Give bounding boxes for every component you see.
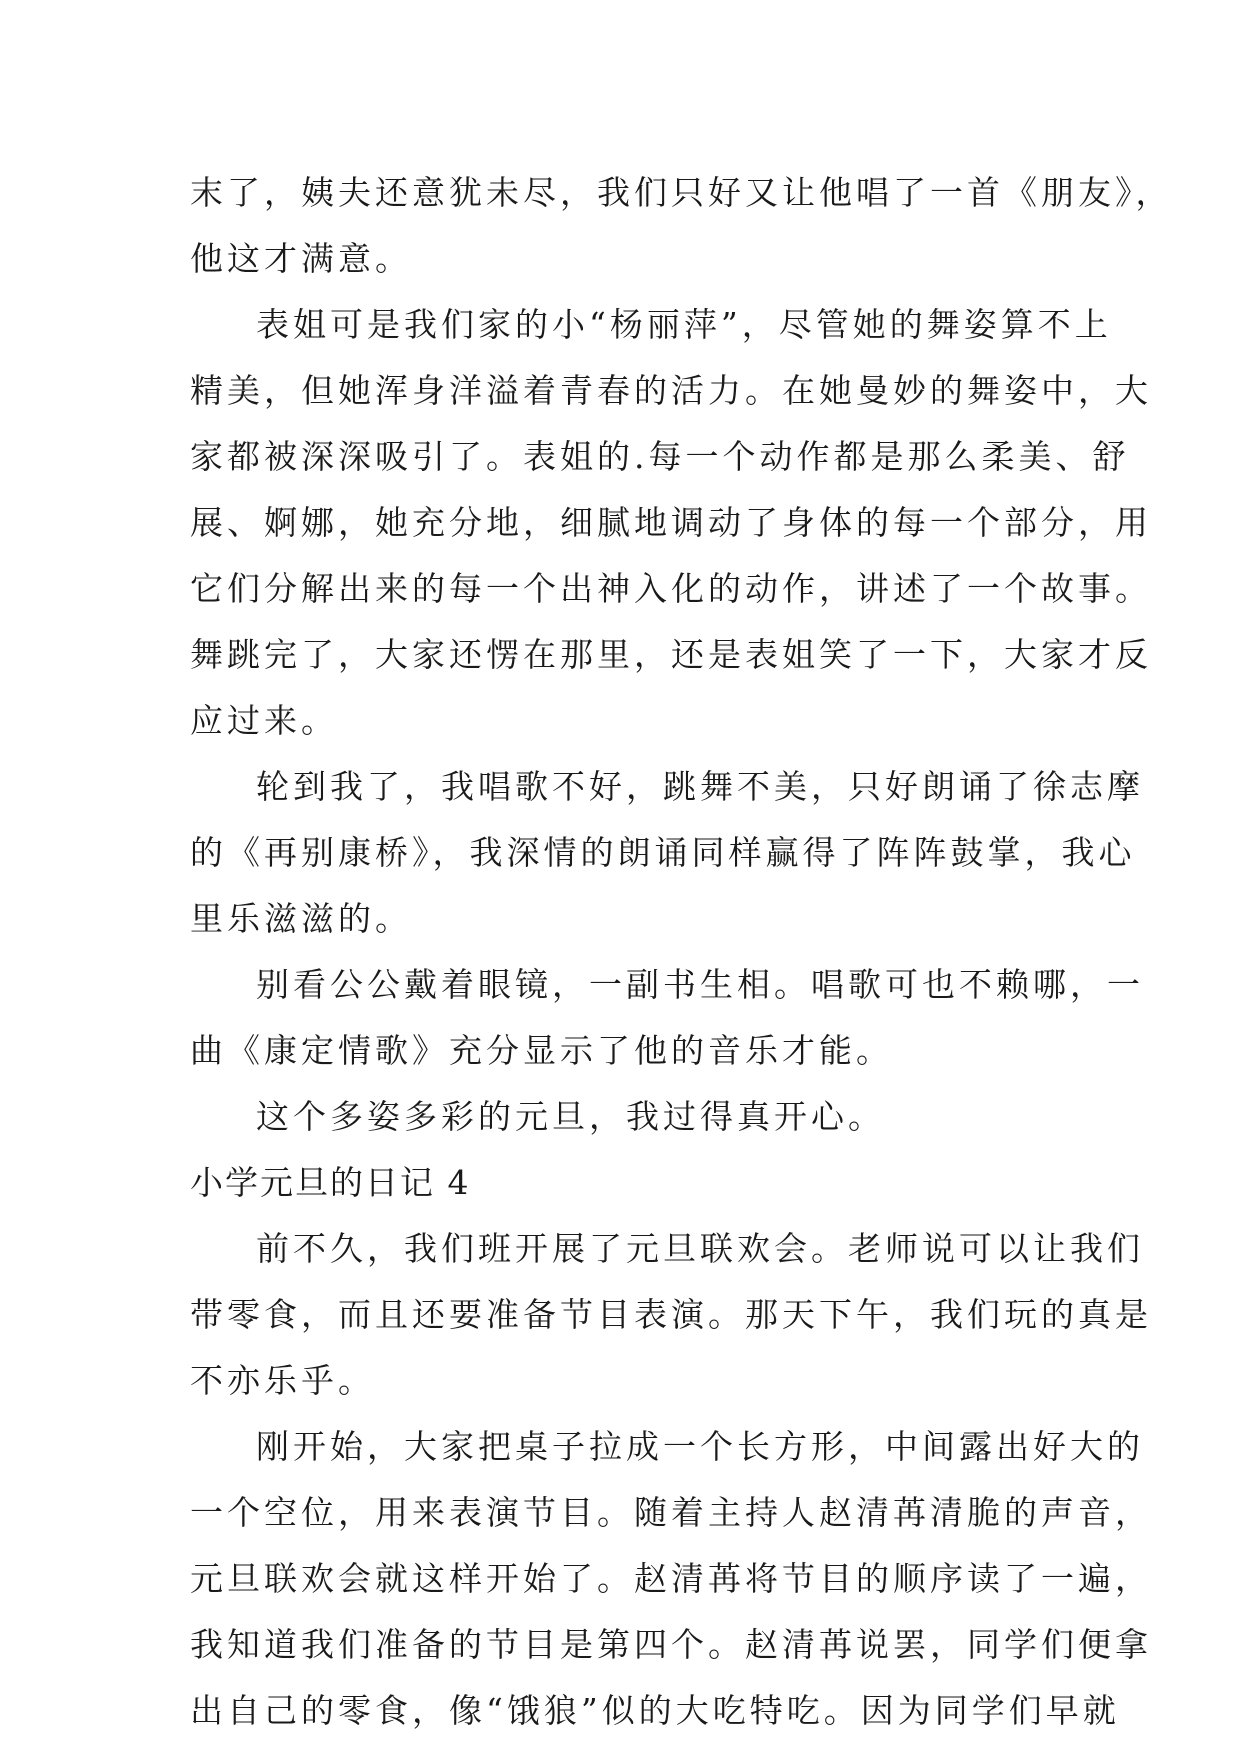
text-line: 的《再别康桥》，我深情的朗诵同样赢得了阵阵鼓掌，我心 [190,833,1136,872]
paragraph-start-line: 刚开始，大家把桌子拉成一个长方形，中间露出好大的 [256,1427,1144,1466]
text-line: 出自己的零食，像“饿狼”似的大吃特吃。因为同学们早就 [190,1691,1120,1730]
text-line: 我知道我们准备的节目是第四个。赵清苒说罢，同学们便拿 [190,1625,1152,1664]
section-heading: 小学元旦的日记 4 [190,1163,471,1202]
text-line: 展、婀娜，她充分地，细腻地调动了身体的每一个部分，用 [190,503,1152,542]
paragraph-start-line: 这个多姿多彩的元旦，我过得真开心。 [256,1097,885,1136]
paragraph-start-line: 别看公公戴着眼镜，一副书生相。唱歌可也不赖哪，一 [256,965,1144,1004]
text-line: 元旦联欢会就这样开始了。赵清苒将节目的顺序读了一遍， [190,1559,1152,1598]
text-line: 家都被深深吸引了。表姐的.每一个动作都是那么柔美、舒 [190,437,1130,476]
text-line: 它们分解出来的每一个出神入化的动作，讲述了一个故事。 [190,569,1152,608]
text-line: 精美，但她浑身洋溢着青春的活力。在她曼妙的舞姿中，大 [190,371,1152,410]
text-line: 不亦乐乎。 [190,1361,375,1400]
text-line: 应过来。 [190,701,338,740]
text-line: 他这才满意。 [190,239,412,278]
document-body [190,160,1173,1744]
text-line: 曲《康定情歌》充分显示了他的音乐才能。 [190,1031,893,1070]
text-line: 一个空位，用来表演节目。随着主持人赵清苒清脆的声音， [190,1493,1152,1532]
text-line: 里乐滋滋的。 [190,899,412,938]
text-line: 带零食，而且还要准备节目表演。那天下午，我们玩的真是 [190,1295,1152,1334]
text-line: 末了，姨夫还意犹未尽，我们只好又让他唱了一首《朋友》， [190,173,1173,212]
paragraph-start-line: 轮到我了，我唱歌不好，跳舞不美，只好朗诵了徐志摩 [256,767,1144,806]
paragraph-start-line: 前不久，我们班开展了元旦联欢会。老师说可以让我们 [256,1229,1144,1268]
paragraph-start-line: 表姐可是我们家的小“杨丽萍”，尽管她的舞姿算不上 [256,305,1112,344]
text-line: 舞跳完了，大家还愣在那里，还是表姐笑了一下，大家才反 [190,635,1152,674]
